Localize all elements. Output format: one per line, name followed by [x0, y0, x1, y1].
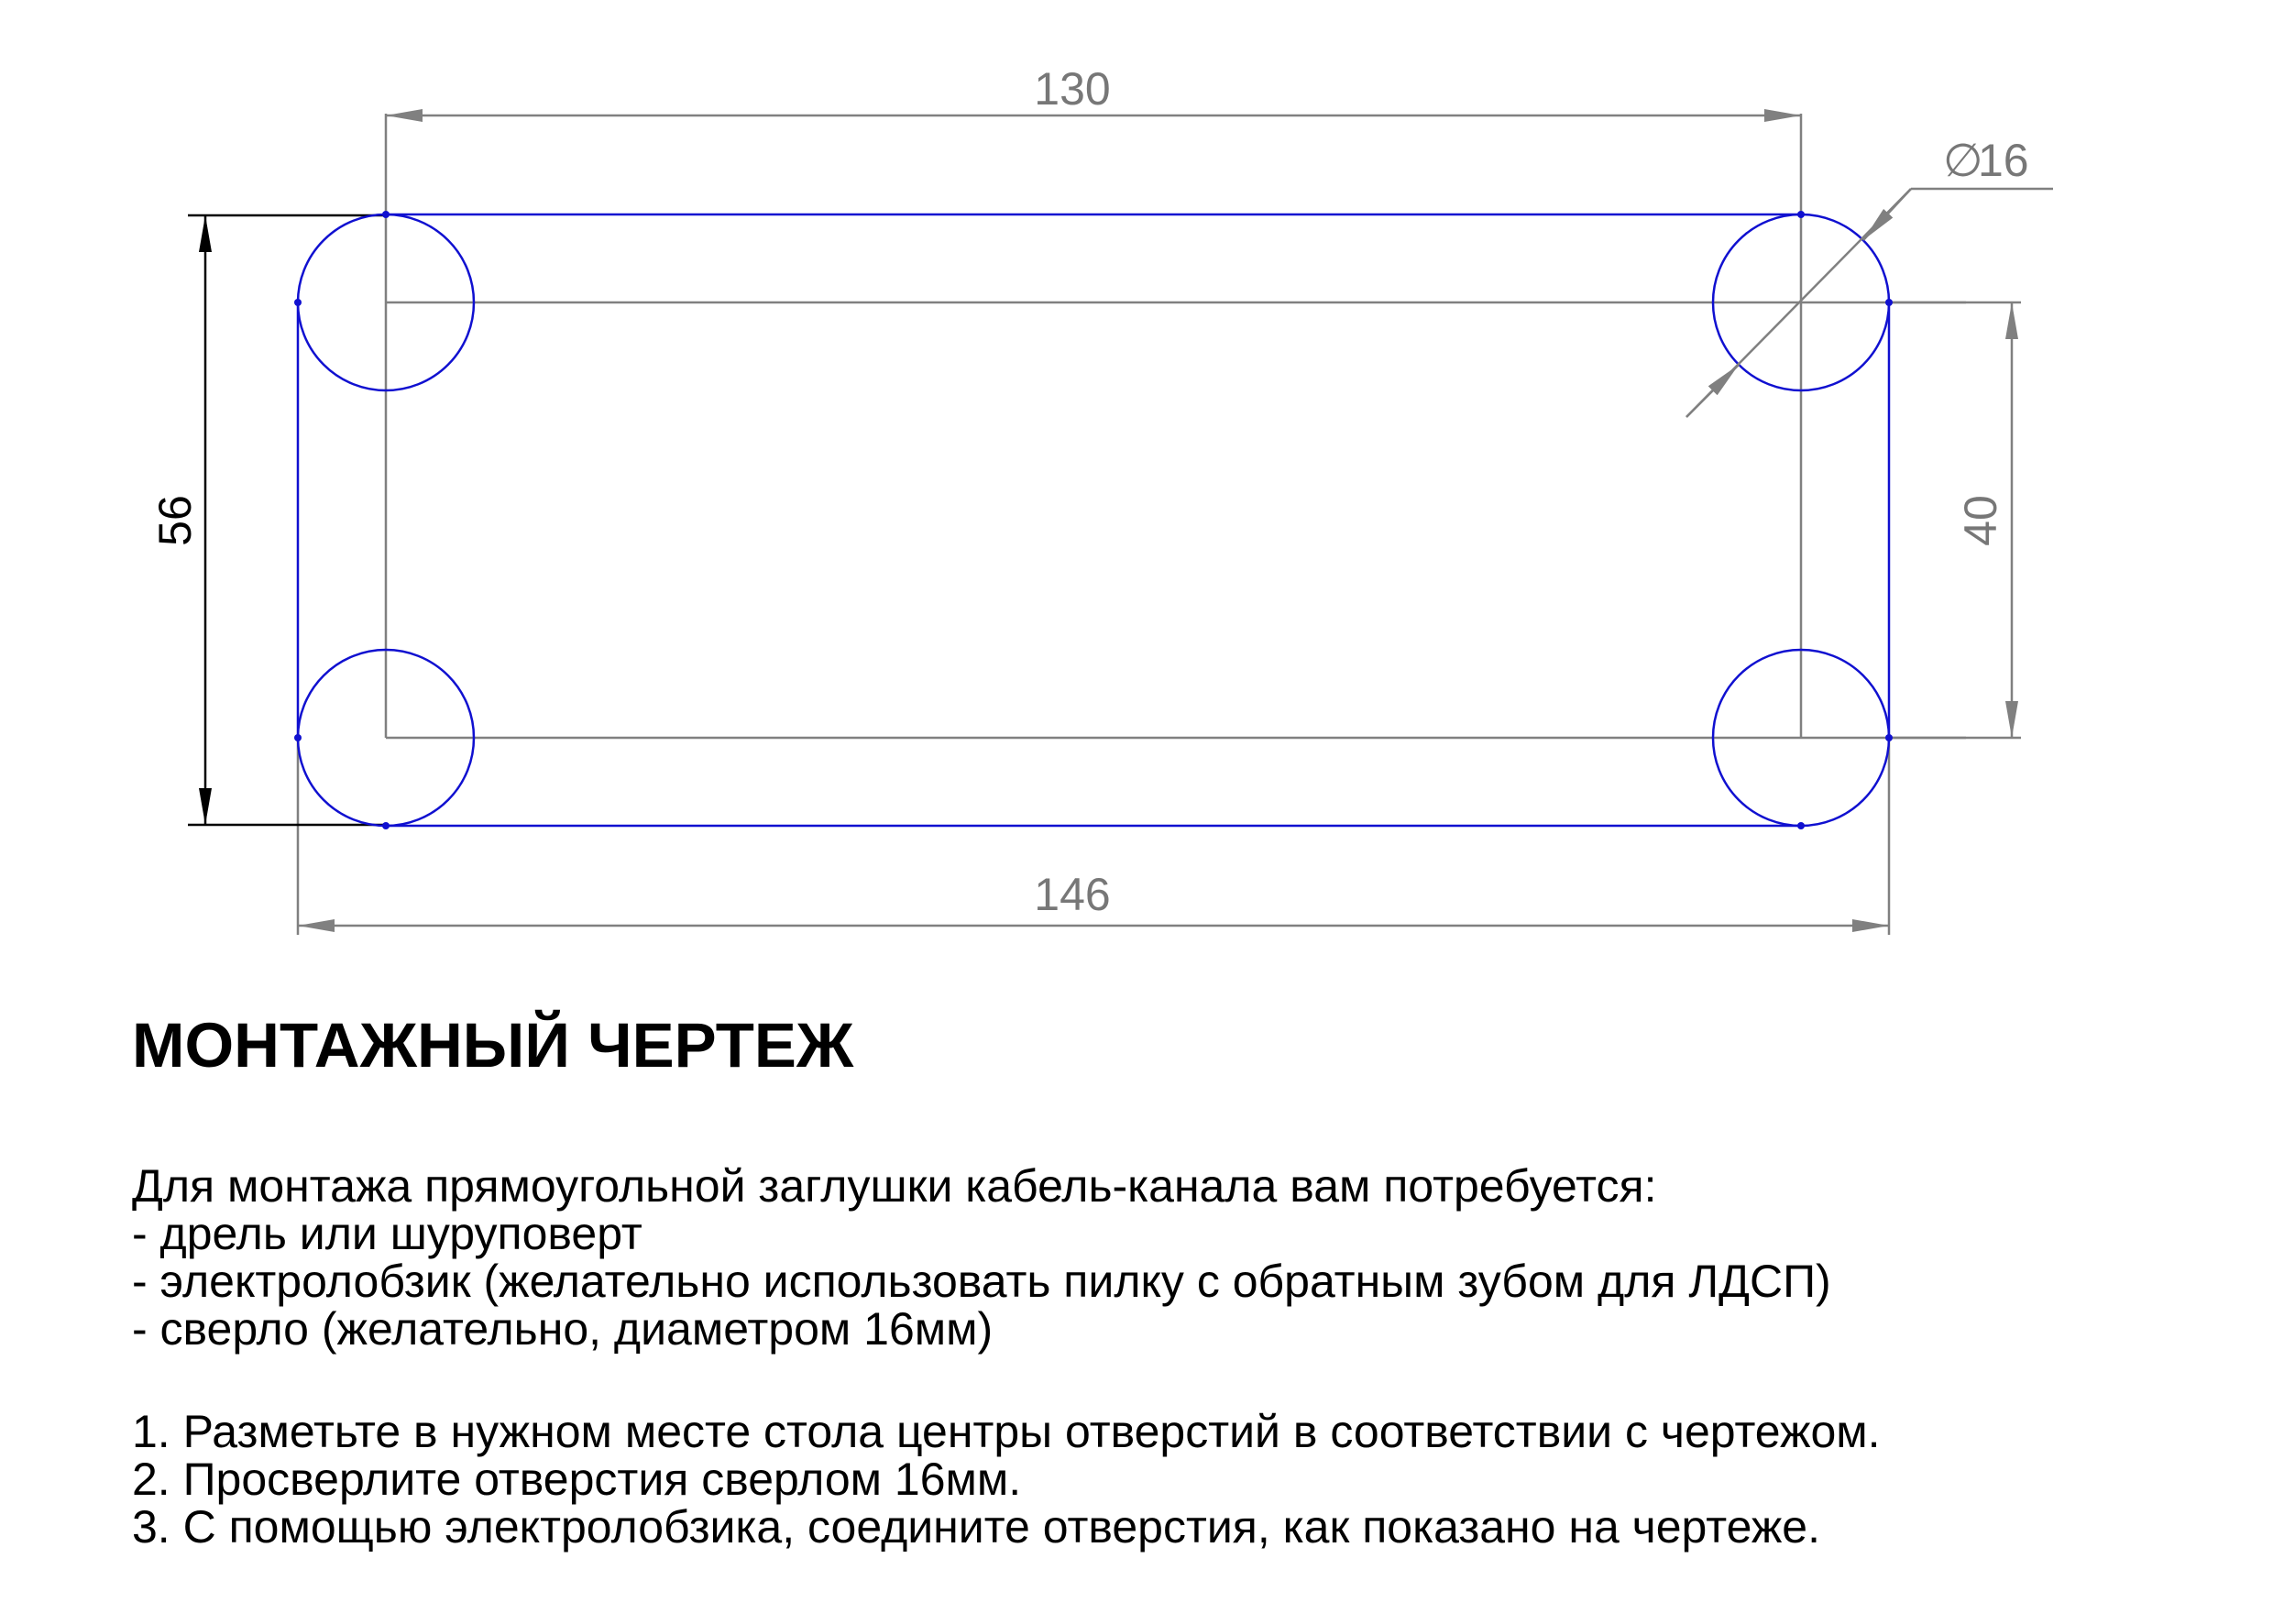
- steps-block: [132, 1408, 1881, 1551]
- dimension-bottom-width: 146: [1034, 869, 1111, 920]
- dimension-left-height: 56: [149, 495, 201, 546]
- step-item: 2. Просверлите отверстия сверлом 16мм.: [132, 1454, 1022, 1505]
- list-item: - дрель или шуруповерт: [132, 1208, 642, 1259]
- centerline-rectangle: [386, 114, 1966, 738]
- diameter-symbol-icon: ∅: [1943, 135, 1983, 186]
- step-item: 3. С помощью электролобзика, соедините отверстия, как показано на чертеже.: [132, 1501, 1820, 1553]
- list-item: - электролобзик (желательно использовать пилку с обратным зубом для ЛДСП): [132, 1256, 1831, 1307]
- requirements-block: [132, 1162, 1831, 1353]
- dimension-hole-diameter: 16: [1978, 135, 2029, 186]
- extension-lines-dark: [188, 215, 386, 825]
- requirements-intro: Для монтажа прямоугольной заглушки кабель-канала вам потребуется:: [132, 1160, 1657, 1212]
- extension-lines: [298, 302, 2021, 935]
- cut-contour: [298, 214, 1889, 826]
- list-item: - сверло (желательно, диаметром 16мм): [132, 1303, 994, 1355]
- step-item: 1. Разметьте в нужном месте стола центры отверстий в соответствии с чертежом.: [132, 1406, 1881, 1457]
- dimension-top-width: 130: [1034, 63, 1111, 115]
- page-title: МОНТАЖНЫЙ ЧЕРТЕЖ: [132, 1010, 854, 1081]
- dimension-right-height: 40: [1955, 495, 2006, 546]
- diameter-arrow-lower: [1686, 365, 1739, 417]
- diameter-arrow-upper: [1863, 189, 1911, 240]
